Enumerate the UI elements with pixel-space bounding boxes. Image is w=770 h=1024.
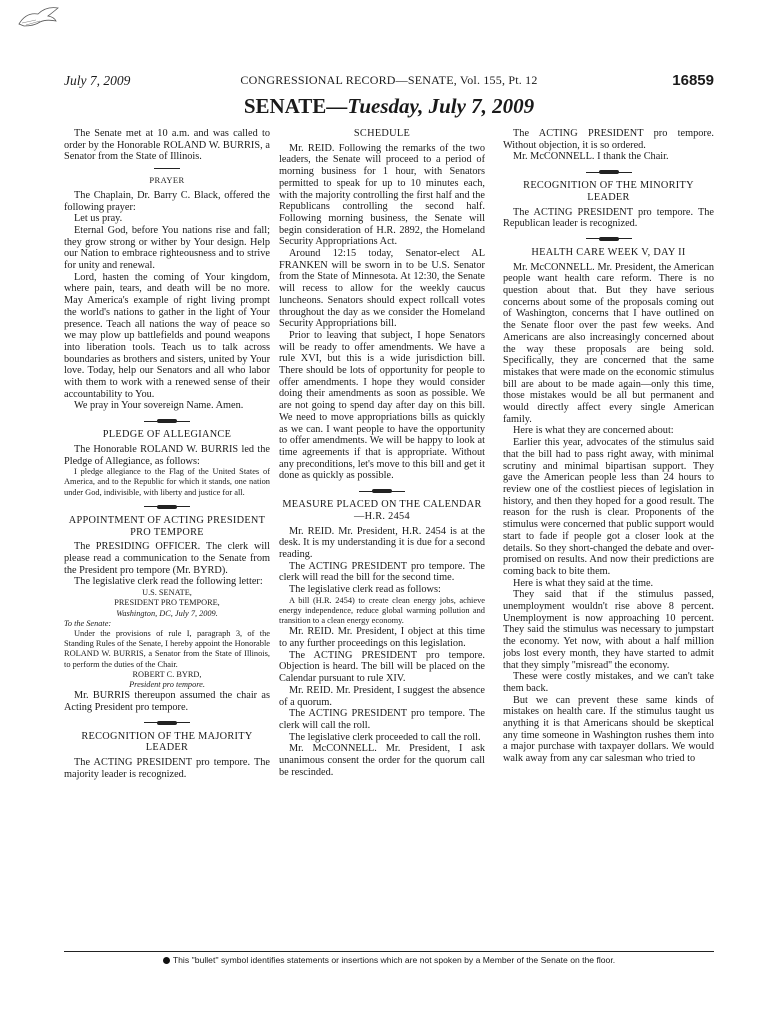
paragraph: The ACTING PRESIDENT pro tempore. Without objection, it is so ordered. xyxy=(503,128,714,151)
letter-header: U.S. SENATE, xyxy=(142,588,192,598)
eagle-seal-icon xyxy=(16,4,62,30)
publication-title: CONGRESSIONAL RECORD—SENATE, Vol. 155, Pt. 12 xyxy=(240,73,538,87)
section-heading-prayer: PRAYER xyxy=(149,175,185,186)
letter-header: PRESIDENT PRO TEMPORE, xyxy=(114,598,220,608)
section-heading-appointment: APPOINTMENT OF ACTING PRESIDENT PRO TEMPORE xyxy=(68,514,266,538)
paragraph: Here is what they are concerned about: xyxy=(513,425,674,437)
footnote-divider xyxy=(64,951,714,952)
bullet-icon xyxy=(163,957,170,964)
section-heading-minority-leader: RECOGNITION OF THE MINORITY LEADER xyxy=(523,180,694,203)
paragraph: The PRESIDING OFFICER. The clerk will please read a communication to the Senate from the President pro tempore (Mr. BYRD). xyxy=(64,541,270,576)
opening-paragraph: The Senate met at 10 a.m. and was called to order by the Honorable ROLAND W. BURRIS, a Senator from the State of Illinois. xyxy=(64,128,270,163)
paragraph: Mr. McCONNELL. Mr. President, the American people want health care reform. There is no question about that. But they have serious concerns about some of the proposals coming out of Washington, concerns that I have outlined on the Senate floor over the past few weeks. And Americans are also increasingly concerned about the way these proposals are being sold. Specifically, they are concerned that the same mistakes that were made on the economic stimulus bill are about to be made again—only this time, those mistakes would be all but permanent and would directly affect every single American family. xyxy=(503,261,714,425)
paragraph: Mr. REID. Mr. President, H.R. 2454 is at the desk. It is my understanding it is due for a second reading. xyxy=(279,525,485,560)
section-heading-pledge: PLEDGE OF ALLEGIANCE xyxy=(102,429,232,441)
paragraph: But we can prevent these same kinds of mistakes on health care. If the stimulus taught us anything it is that Americans should be skeptical any time someone in Washington rushes them into a major purchase with taxpayer dollars. We would walk away from any car salesman who tried to xyxy=(503,694,714,765)
paragraph: Mr. REID. Following the remarks of the two leaders, the Senate will proceed to a period of morning business for 1 hour, with Senators permitted to speak for up to 10 minutes each, with the majority controlling the first half and the Republicans controlling the second half. Following morning business, the Senate will begin consideration of H.R. 2892, the Homeland Security Appropriations Act. xyxy=(279,142,485,248)
section-divider xyxy=(586,170,632,174)
paragraph: Mr. McCONNELL. I thank the Chair. xyxy=(513,151,669,163)
paragraph: Let us pray. xyxy=(74,213,123,225)
paragraph: Earlier this year, advocates of the stimulus said that the bill had to pass right away, with minimal scrutiny and minimal bipartisan support. They gave the American people less than 24 hours to review one of the costliest pieces of legislation in history, and then they hoped for a good result. The reason for the rush is clear. Proponents of the stimulus were concerned that public support would start to fade if people got a closer look at the details. So they short-changed the debate and over-promised on results. And now their predictions are coming back to bite them. xyxy=(503,437,714,577)
paragraph: The legislative clerk read as follows: xyxy=(289,584,441,596)
section-heading-health-care: HEALTH CARE WEEK V, DAY II xyxy=(531,246,686,258)
paragraph: Prior to leaving that subject, I hope Senators will be ready to offer amendments. We have a rule XVI, but this is a wide jurisdiction bill. There should be lots of opportunity for people to offer amendments. I hope they would consider doing their amendments as soon as possible. We are not going to spend day after day on this bill. We need to move appropriations bills as quickly as we can. I want people to have the opportunity to offer amendments. We will be happy to look at time agreements if that is appropriate. Without any preconditions, let's move to this bill and get it done as quickly as possible. xyxy=(279,329,485,482)
bill-title: A bill (H.R. 2454) to create clean energy jobs, achieve energy independence, reduce global warming pollution and transition to a clean energy economy. xyxy=(279,595,485,626)
paragraph: The ACTING PRESIDENT pro tempore. The clerk will read the bill for the second time. xyxy=(279,560,485,584)
paragraph: Around 12:15 today, Senator-elect AL FRANKEN will be sworn in to be U.S. Senator from the State of Minnesota. At 12:30, the Senate will recess to allow for the weekly caucus luncheons. Senators should expect rollcall votes throughout the day as we consider the Homeland Security Appropriations bill. xyxy=(279,248,485,330)
paragraph: The ACTING PRESIDENT pro tempore. The clerk will call the roll. xyxy=(279,708,485,731)
letter-signature-title: President pro tempore. xyxy=(129,679,205,689)
paragraph: Eternal God, before You nations rise and fall; they grow strong or wither by Your design. Help our Nation to embrace righteousness and to strive for unity and renewal. xyxy=(64,224,270,272)
footnote xyxy=(64,955,714,965)
paragraph: They said that if the stimulus passed, unemployment wouldn't rise above 8 percent. Unemployment is now approaching 10 percent. They said the stimulus was necessary to jumpstart the economy. Yet now, with about a half million jobs lost every month, they have started to admit that they simply ''misread'' the economy. xyxy=(503,589,714,671)
paragraph: The legislative clerk proceeded to call the roll. xyxy=(289,731,481,743)
footnote-text: This ''bullet'' symbol identifies statements or insertions which are not spoken by a Member of the Senate on the floor. xyxy=(172,955,616,965)
section-heading-schedule: SCHEDULE xyxy=(353,128,411,139)
section-divider xyxy=(586,237,632,241)
paragraph: The Honorable ROLAND W. BURRIS led the Pledge of Allegiance, as follows: xyxy=(64,443,270,467)
page-title xyxy=(64,94,714,119)
paragraph: The ACTING PRESIDENT pro tempore. Objection is heard. The bill will be placed on the Calendar pursuant to rule XIV. xyxy=(279,649,485,685)
section-heading-measure: MEASURE PLACED ON THE CALENDAR—H.R. 2454 xyxy=(282,499,482,522)
pledge-text: I pledge allegiance to the Flag of the United States of America, and to the Republic for which it stands, one nation under God, indivisible, with liberty and justice for all. xyxy=(64,467,270,497)
running-head xyxy=(64,73,714,91)
paragraph: Here is what they said at the time. xyxy=(513,577,654,589)
paragraph: The ACTING PRESIDENT pro tempore. The majority leader is recognized. xyxy=(64,756,270,780)
column-2 xyxy=(279,128,485,943)
letter-salutation: To the Senate: xyxy=(64,618,112,628)
section-divider xyxy=(359,489,405,493)
issue-date: July 7, 2009 xyxy=(64,73,131,88)
letter-signature: ROBERT C. BYRD, xyxy=(132,669,202,679)
letter-body: Under the provisions of rule I, paragraph 3, of the Standing Rules of the Senate, I hereby appoint the Honorable ROLAND W. BURRIS, a Senator from the State of Illinois, to perform the duties of the Chair. xyxy=(64,628,270,669)
section-divider xyxy=(144,721,190,725)
paragraph: These were costly mistakes, and we can't take them back. xyxy=(503,671,714,694)
paragraph: Mr. McCONNELL. Mr. President, I ask unanimous consent the order for the quorum call be rescinded. xyxy=(279,743,485,778)
section-heading-majority-leader: RECOGNITION OF THE MAJORITY LEADER xyxy=(81,730,253,754)
session-date: Tuesday, July 7, 2009 xyxy=(347,94,535,118)
paragraph: Mr. BURRIS thereupon assumed the chair as Acting President pro tempore. xyxy=(64,690,270,713)
section-divider xyxy=(144,419,190,423)
paragraph: We pray in Your sovereign Name. Amen. xyxy=(74,400,244,412)
section-divider xyxy=(144,505,190,509)
paragraph: Mr. REID. Mr. President, I suggest the absence of a quorum. xyxy=(279,684,485,708)
paragraph: The legislative clerk read the following letter: xyxy=(74,576,263,588)
paragraph: The ACTING PRESIDENT pro tempore. The Republican leader is recognized. xyxy=(503,206,714,230)
column-1 xyxy=(64,128,270,943)
paragraph: Mr. REID. Mr. President, I object at this time to any further proceedings on this legislation. xyxy=(279,626,485,650)
letter-dateline: Washington, DC, July 7, 2009. xyxy=(116,608,218,618)
paragraph: The Chaplain, Dr. Barry C. Black, offered the following prayer: xyxy=(64,189,270,213)
chamber-label: SENATE— xyxy=(243,94,348,118)
page-number: 16859 xyxy=(672,72,714,89)
divider xyxy=(154,168,180,169)
paragraph: Lord, hasten the coming of Your kingdom, where pain, tears, and death will be no more. May America's example of right living prompt the world's nations to gather in the light of Your presence. Teach all nations the way of peace so we may plow up battlefields and pound weapons into liberation tools. Teach us to talk across boundaries as brothers and sisters, united by Your love. Today, help our Senators and all who labor with them to work with a renewed sense of their accountability to You. xyxy=(64,271,270,400)
column-3 xyxy=(503,128,714,943)
